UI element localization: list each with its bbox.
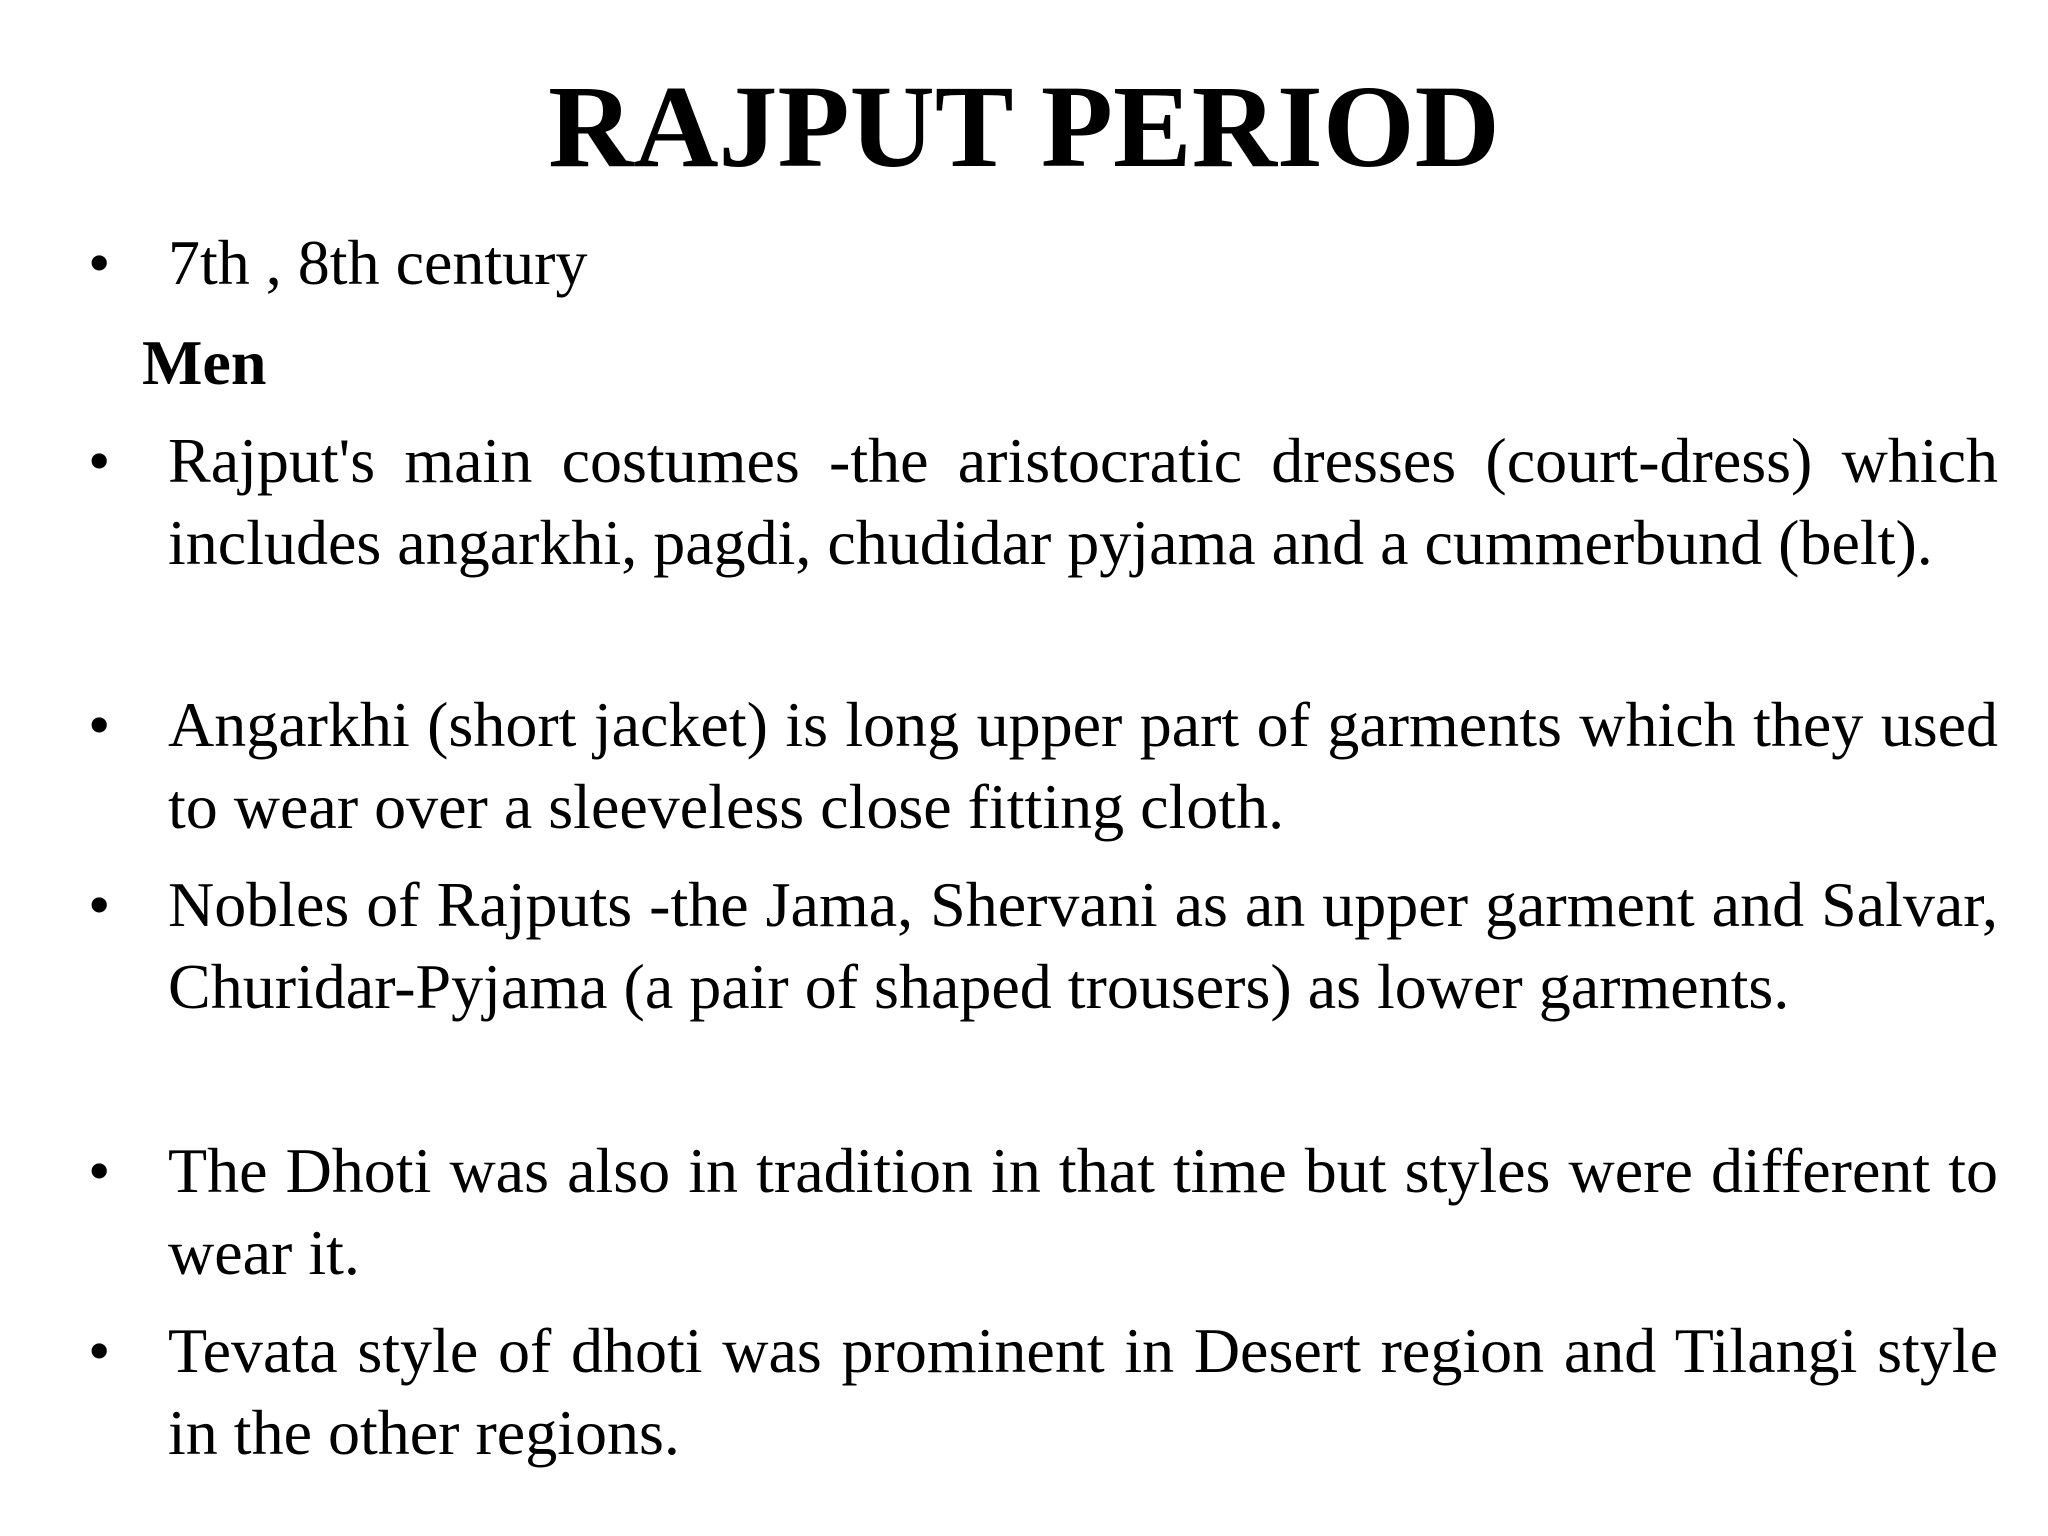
bullet-icon: • — [88, 689, 111, 760]
bullet-point: The Dhoti was also in tradition in that time but styles were different to wear it. — [168, 1135, 1998, 1288]
bullet-icon: • — [88, 1315, 111, 1386]
bullet-icon: • — [88, 869, 111, 940]
bullet-point: Angarkhi (short jacket) is long upper part of garments which they used to wear over a sleeveless close fitting cloth. — [168, 689, 1998, 842]
bullet-point: Nobles of Rajputs -the Jama, Shervani as an upper garment and Salvar, Churidar-Pyjama (a pair of shaped trousers) as lower garments. — [168, 869, 1998, 1022]
section-subheading: Men — [142, 327, 267, 398]
bullet-icon: • — [88, 425, 111, 496]
bullet-point: Rajput's main costumes -the aristocratic dresses (court-dress) which includes angarkhi, pagdi, chudidar pyjama and a cummerbund (belt). — [168, 425, 1998, 578]
bullet-point: Tevata style of dhoti was prominent in Desert region and Tilangi style in the other regions. — [168, 1315, 1998, 1468]
intro-text: 7th , 8th century — [168, 227, 588, 298]
bullet-icon: • — [88, 1135, 111, 1206]
slide-title: RAJPUT PERIOD — [548, 61, 1500, 192]
bullet-icon: • — [88, 227, 111, 298]
